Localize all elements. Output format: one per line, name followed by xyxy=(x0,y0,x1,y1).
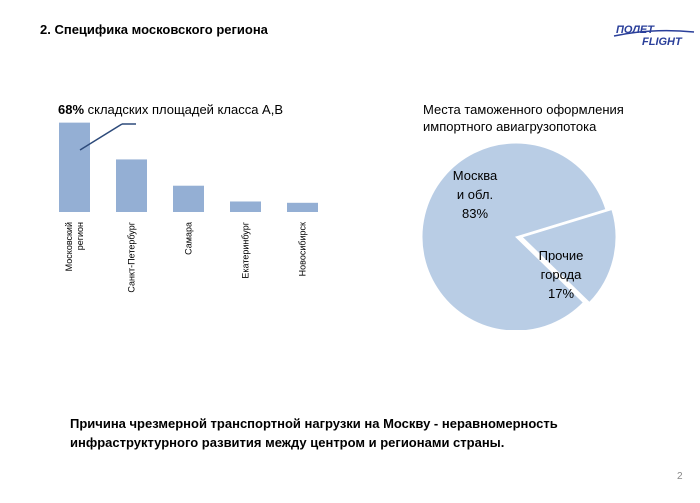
bar-chart xyxy=(40,110,340,300)
company-logo xyxy=(612,22,696,48)
pie-label-1-1: города xyxy=(540,267,582,282)
pie-label-0-1: и обл. xyxy=(456,187,494,202)
pie-title-line-2: импортного авиагрузопотока xyxy=(423,119,597,134)
footer-line-2: инфраструктурного развития между центром и регионами страны. xyxy=(70,435,505,450)
footer-line-1: Причина чрезмерной транспортной нагрузки на Москву - неравномерность xyxy=(70,416,558,431)
pie-label-0-2: 83% xyxy=(461,206,489,221)
bar-0 xyxy=(59,123,90,212)
logo-line-1: ПОЛЕТ xyxy=(616,24,654,36)
page-number: 2 xyxy=(677,471,683,482)
bar-tick-label-4: Новосибирск xyxy=(297,222,308,277)
bar-tick-label-0-0: Московский xyxy=(64,222,74,272)
pie-label-1-0: Прочие xyxy=(538,248,584,263)
bar-tick-label-2: Самара xyxy=(183,222,194,255)
slide-title: 2. Специфика московского региона xyxy=(40,22,268,37)
pie-label-0-0: Москва xyxy=(452,168,498,183)
bar-4 xyxy=(287,203,318,212)
bar-tick-label-1: Санкт-Петербург xyxy=(126,222,137,293)
pie-title-line-1: Места таможенного оформления xyxy=(423,102,624,117)
pie-chart-title xyxy=(423,101,624,135)
bar-1 xyxy=(116,159,147,212)
bar-tick-label-3: Екатеринбург xyxy=(240,222,251,279)
bar-tick-label-0-1: регион xyxy=(75,222,85,251)
bar-chart-title-rest: складских площадей класса А,В xyxy=(84,102,283,117)
pie-label-1-2: 17% xyxy=(547,286,575,301)
footer-conclusion xyxy=(70,414,630,452)
bar-3 xyxy=(230,201,261,212)
bar-chart-highlight: 68% xyxy=(58,102,85,117)
logo-line-2: FLIGHT xyxy=(642,36,682,48)
bar-2 xyxy=(173,186,204,212)
